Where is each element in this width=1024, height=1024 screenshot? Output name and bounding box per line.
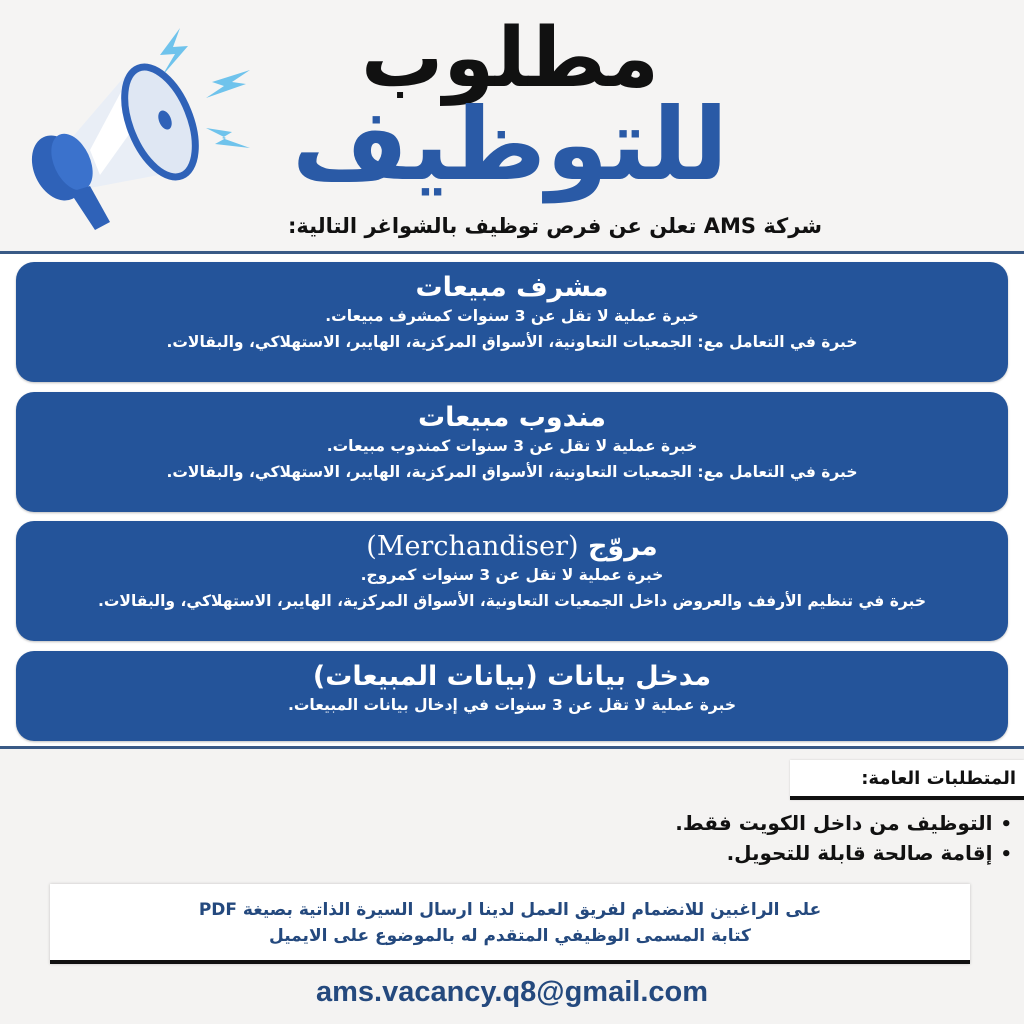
- job-card-sales-supervisor: [16, 262, 1008, 382]
- divider-bottom: [0, 746, 1024, 749]
- job-requirement: خبرة عملية لا تقل عن 3 سنوات في إدخال بيانات المبيعات.: [287, 696, 737, 715]
- requirement-item: [592, 808, 1012, 838]
- bullet-icon: •: [1000, 814, 1012, 835]
- job-requirement: خبرة عملية لا تقل عن 3 سنوات كمشرف مبيعات.: [325, 307, 699, 326]
- apply-line-2: كتابة المسمى الوظيفي المتقدم له بالموضوع على الايميل: [269, 925, 751, 946]
- job-title-english: (Merchandiser): [366, 531, 579, 562]
- requirements-heading: المتطلبات العامة:: [790, 760, 1024, 800]
- apply-line-1: على الراغبين للانضمام لفريق العمل لدينا ارسال السيرة الذاتية بصيغة PDF: [198, 900, 822, 920]
- requirements-list: [592, 808, 1012, 868]
- job-requirement: خبرة في تنظيم الأرفف والعروض داخل الجمعيات التعاونية، الأسواق المركزية، الهايبر، الاستهلاكي، والبقالات.: [97, 591, 927, 610]
- job-card-sales-representative: [16, 392, 1008, 512]
- apply-instructions: [50, 884, 970, 964]
- job-card-merchandiser: [16, 521, 1008, 641]
- job-title: مدخل بيانات (بيانات المبيعات): [312, 661, 712, 692]
- bullet-icon: •: [1000, 844, 1012, 865]
- job-requirement: خبرة عملية لا تقل عن 3 سنوات كمندوب مبيعات.: [326, 437, 698, 456]
- megaphone-icon: [10, 10, 250, 240]
- job-requirement: خبرة في التعامل مع: الجمعيات التعاونية، الأسواق المركزية، الهايبر، الاستهلاكي، والبقالات.: [166, 332, 858, 351]
- header: [0, 0, 1024, 250]
- job-title: مندوب مبيعات: [418, 402, 606, 433]
- job-requirement: خبرة في التعامل مع: الجمعيات التعاونية، الأسواق المركزية، الهايبر، الاستهلاكي، والبقالات.: [166, 462, 858, 481]
- job-title-arabic: مروّج: [587, 531, 658, 562]
- contact-email-link[interactable]: ams.vacancy.q8@gmail.com: [315, 976, 709, 1008]
- intro-text: شركة AMS تعلن عن فرص توظيف بالشواغر التالية:: [288, 214, 822, 238]
- job-title: [16, 531, 1008, 563]
- requirement-text: التوظيف من داخل الكويت فقط.: [675, 811, 993, 835]
- requirement-text: إقامة صالحة قابلة للتحويل.: [726, 841, 993, 865]
- job-title: مشرف مبيعات: [415, 272, 609, 303]
- title-wanted: مطلوب: [361, 11, 659, 106]
- requirement-item: [592, 838, 1012, 868]
- job-card-data-entry: [16, 651, 1008, 741]
- job-requirement: خبرة عملية لا تقل عن 3 سنوات كمروج.: [360, 566, 664, 585]
- title-for-hiring: للتوظيف: [292, 86, 728, 203]
